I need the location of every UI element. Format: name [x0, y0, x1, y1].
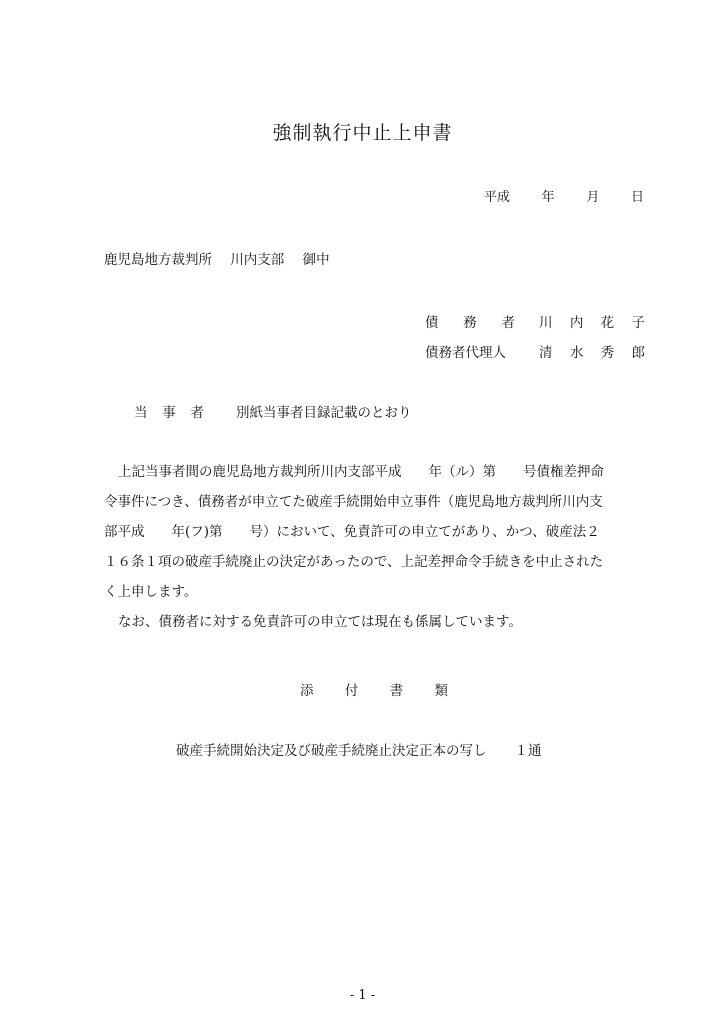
debtor-name-char: 内 [569, 315, 584, 331]
parties-text: 別紙当事者目録記載のとおり [236, 405, 412, 421]
addressee [104, 248, 330, 268]
addressee-court: 鹿児島地方裁判所 [104, 252, 212, 268]
parties-label [134, 401, 204, 421]
debtor-role [425, 311, 515, 331]
attachments-heading-char: 添 [300, 683, 314, 699]
body-paragraph [104, 457, 646, 637]
debtor-name-char: 花 [600, 315, 615, 331]
attachment-count: １通 [514, 743, 542, 759]
attachment-item [176, 739, 542, 759]
agent-name-char: 秀 [600, 345, 615, 361]
date-era: 平成 [484, 190, 511, 205]
body-line: なお、債務者に対する免責許可の申立ては現在も係属しています。 [118, 614, 522, 630]
attachments-heading-char: 書 [389, 683, 404, 699]
date-month: 月 [586, 190, 600, 205]
attachments-heading-char: 付 [344, 683, 359, 699]
document-title: 強制執行中止上申書 [272, 122, 453, 144]
addressee-branch: 川内支部 [230, 252, 285, 268]
parties-label-char: 事 [162, 405, 176, 421]
date-line [484, 186, 644, 205]
agent-role: 債務者代理人 [425, 345, 506, 361]
debtor-name-char: 川 [539, 315, 553, 331]
body-line: く上申します。 [104, 584, 198, 600]
body-line: １６条１項の破産手続廃止の決定があったので、上記差押命令手続きを中止された [104, 554, 604, 570]
debtor-role-char: 務 [463, 315, 477, 331]
body-line: 部平成 年(フ)第 号）において、免責許可の申立てがあり、かつ、破産法２ [104, 524, 600, 540]
agent-name-char: 水 [569, 345, 584, 361]
attachment-document: 破産手続開始決定及び破産手続廃止決定正本の写し [176, 743, 487, 759]
addressee-honorific: 御中 [302, 252, 330, 268]
attachments-heading [300, 679, 448, 699]
parties-line [134, 401, 412, 421]
debtor-name [539, 311, 645, 331]
attachments-heading-char: 類 [434, 683, 448, 699]
parties-label-char: 者 [190, 405, 204, 421]
debtor-name-char: 子 [631, 315, 645, 331]
body-line: 上記当事者間の鹿児島地方裁判所川内支部平成 年（ル）第 号債権差押命 [118, 464, 604, 480]
body-line: 令事件につき、債務者が申立てた破産手続開始申立事件（鹿児島地方裁判所川内支 [104, 494, 603, 510]
date-year: 年 [541, 190, 555, 205]
debtor-role-char: 者 [501, 315, 515, 331]
agent-line [425, 341, 645, 361]
debtor-role-char: 債 [425, 315, 439, 331]
page-number: - 1 - [349, 988, 376, 1003]
agent-name [539, 341, 645, 361]
date-day: 日 [630, 190, 644, 205]
agent-name-char: 郎 [631, 345, 645, 361]
parties-label-char: 当 [134, 405, 148, 421]
agent-name-char: 清 [539, 345, 553, 361]
debtor-line [425, 311, 645, 331]
